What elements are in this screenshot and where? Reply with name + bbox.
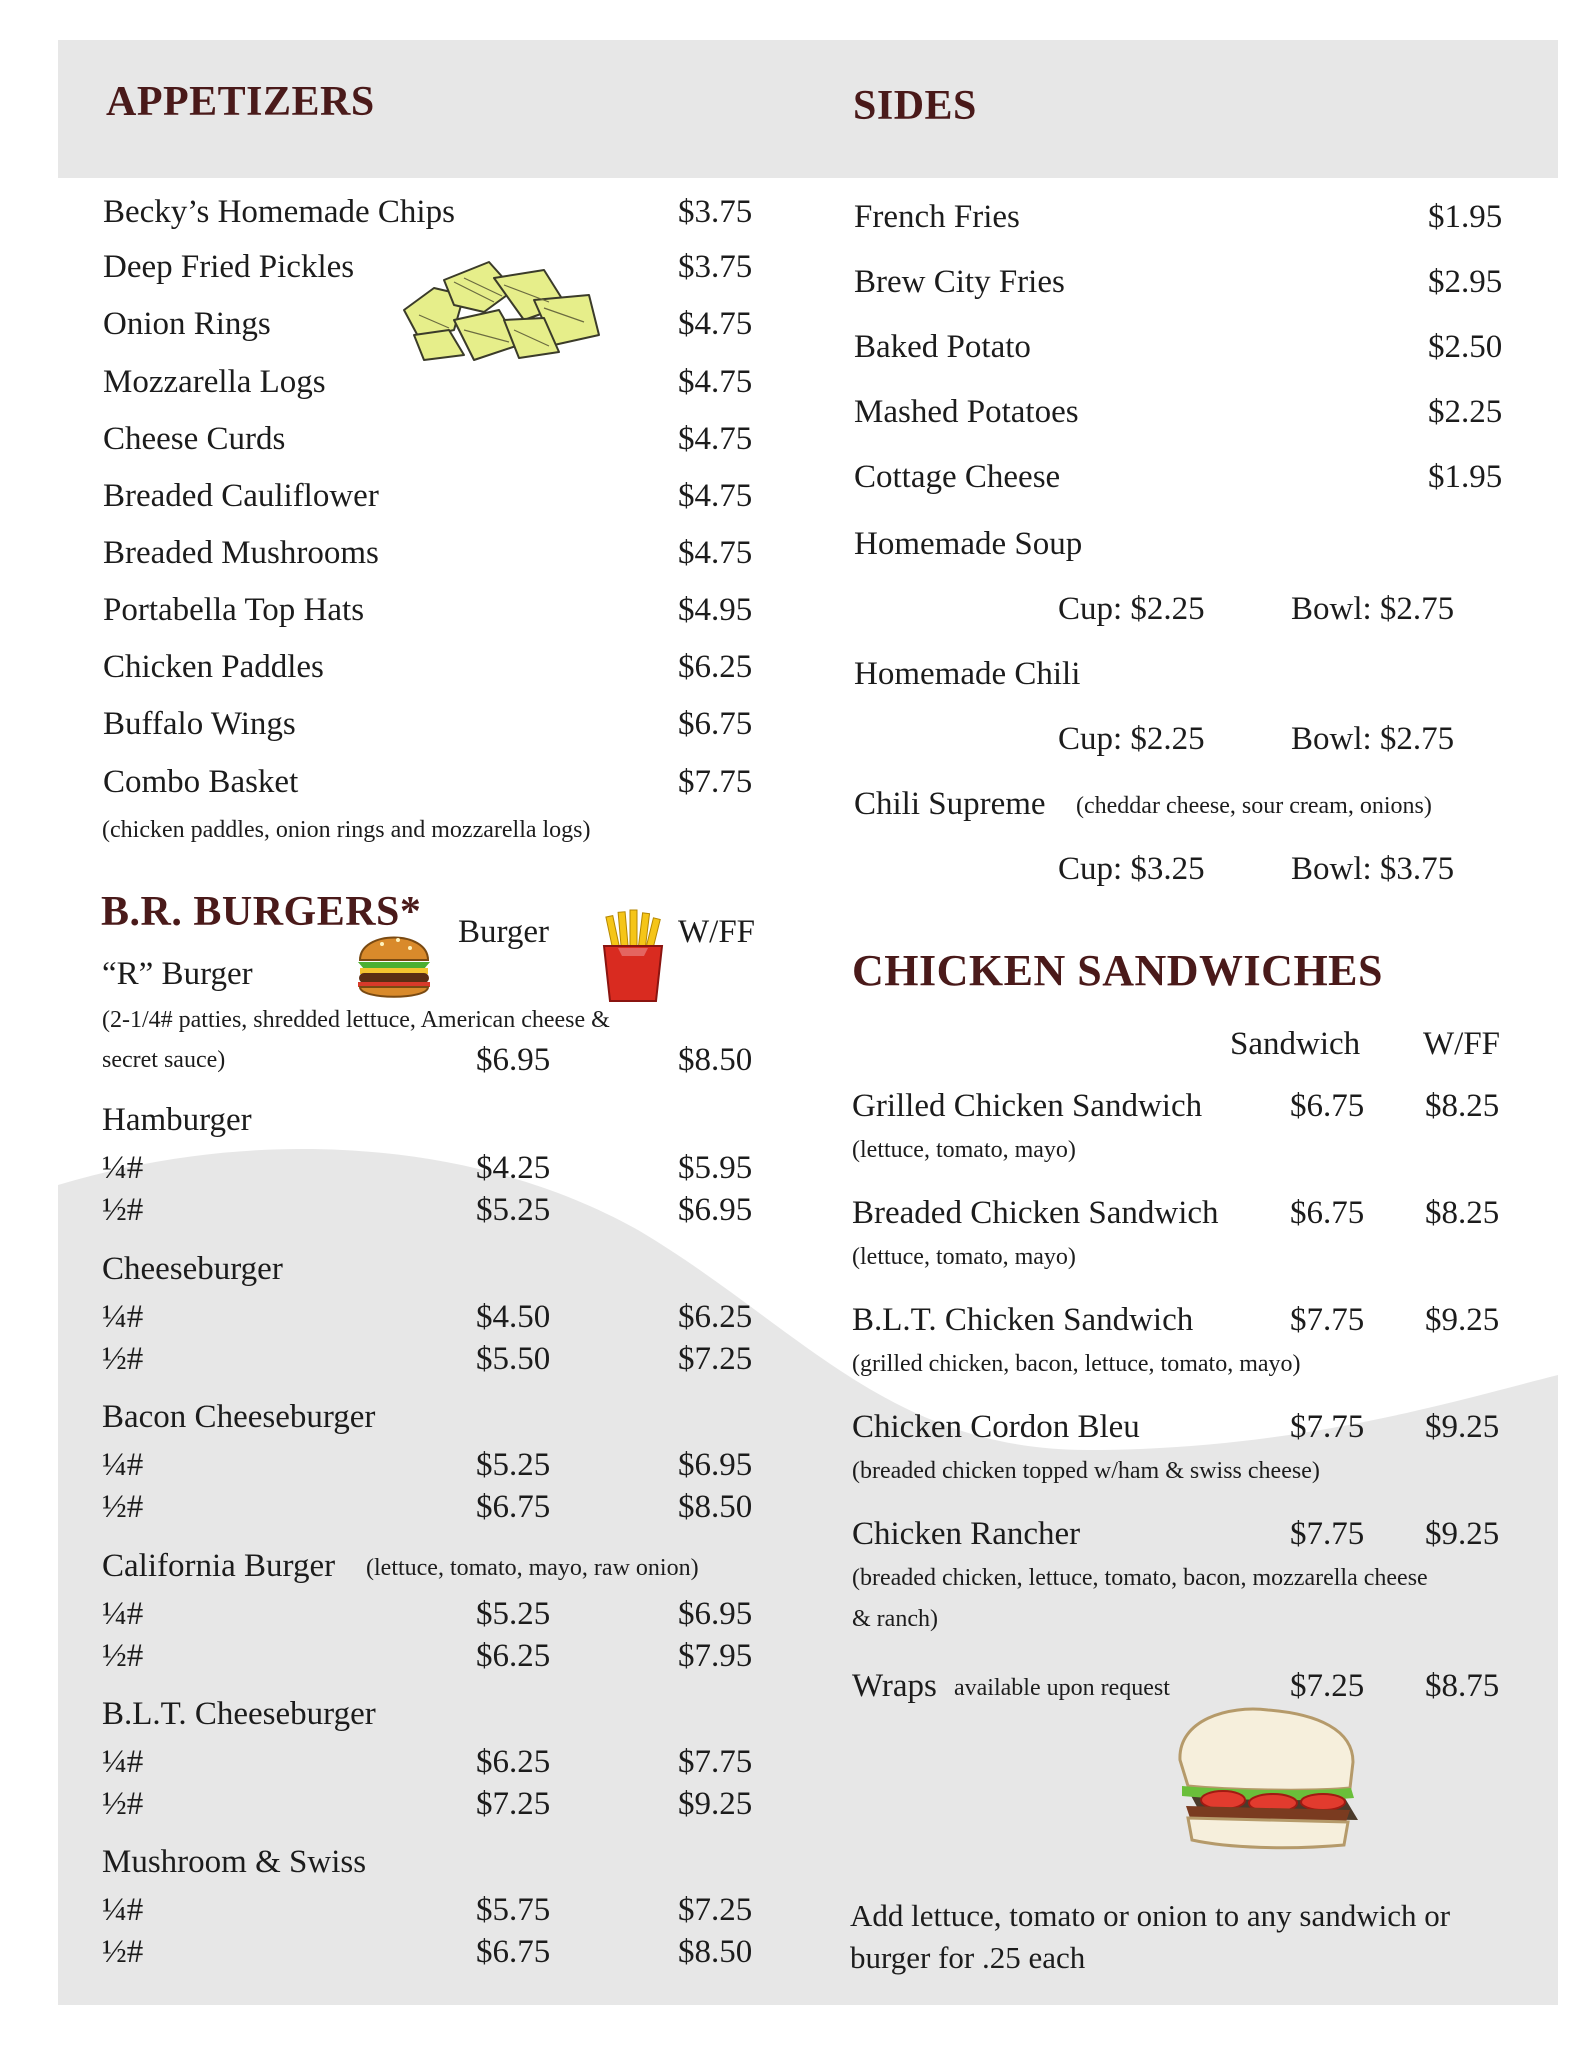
burger-size: ¼#: [102, 1892, 144, 1928]
burger-price: $5.25: [476, 1596, 551, 1632]
burger-size-row: [58, 1146, 778, 1190]
appetizers-heading: APPETIZERS: [106, 79, 375, 125]
burger-size-row: [58, 1930, 778, 1974]
chicken-sandwich-item: [58, 1405, 1558, 1449]
soup-bowl-price: Bowl: $2.75: [1291, 721, 1455, 757]
appetizer-price: $7.75: [678, 764, 753, 800]
burger-size-row: [58, 1592, 778, 1636]
side-item: [58, 455, 1558, 499]
appetizer-price: $6.75: [678, 706, 753, 742]
appetizer-name: Combo Basket: [103, 764, 299, 800]
side-price: $1.95: [1428, 199, 1503, 235]
side-item: [58, 325, 1558, 369]
appetizer-item: [58, 702, 778, 746]
wff-column-header: W/FF: [678, 914, 756, 950]
chicken-wff-price: $9.25: [1425, 1516, 1500, 1552]
burger-wff-price: $8.50: [678, 1934, 753, 1970]
burger-price: $6.75: [476, 1934, 551, 1970]
chicken-sandwich-price: $7.75: [1290, 1302, 1365, 1338]
appetizer-price: $4.75: [678, 306, 753, 342]
burger-group-name: Hamburger: [102, 1102, 252, 1138]
menu-page: [58, 40, 1558, 2005]
chicken-sandwich-desc: (breaded chicken topped w/ham & swiss cheese): [852, 1458, 1320, 1484]
chicken-sandwich-item: [58, 1512, 1558, 1556]
burger-price: $4.25: [476, 1150, 551, 1186]
fries-icon: [598, 908, 668, 1003]
chicken-wff-price: $8.25: [1425, 1088, 1500, 1124]
chicken-sandwich-desc: & ranch): [852, 1606, 938, 1632]
burger-wff-price: $6.25: [678, 1299, 753, 1335]
chicken-wff-price: $9.25: [1425, 1409, 1500, 1445]
side-name: Cottage Cheese: [854, 459, 1061, 495]
chicken-sandwich-item: [58, 1084, 1558, 1128]
burger-wff-price: $6.95: [678, 1596, 753, 1632]
appetizer-name: Breaded Cauliflower: [103, 478, 379, 514]
burger-size: ¼#: [102, 1744, 144, 1780]
burger-wff-price: $9.25: [678, 1786, 753, 1822]
side-name: French Fries: [854, 199, 1020, 235]
burger-price: $5.75: [476, 1892, 551, 1928]
burger-wff-price: $5.95: [678, 1150, 753, 1186]
appetizer-price: $3.75: [678, 249, 753, 285]
burger-group-name: California Burger: [102, 1548, 336, 1584]
burger-icon: [354, 922, 434, 1004]
side-price: $2.50: [1428, 329, 1503, 365]
soup-bowl-price: Bowl: $3.75: [1291, 851, 1455, 887]
side-name: Baked Potato: [854, 329, 1031, 365]
burger-group-name: B.L.T. Cheeseburger: [102, 1696, 376, 1732]
burger-group-name: Bacon Cheeseburger: [102, 1399, 376, 1435]
chicken-sandwich-item: [58, 1298, 1558, 1342]
burger-size-row: [58, 1740, 778, 1784]
burger-group-name: Mushroom & Swiss: [102, 1844, 367, 1880]
appetizer-price: $4.95: [678, 592, 753, 628]
appetizer-price: $6.25: [678, 649, 753, 685]
chicken-sandwich-name: Chicken Cordon Bleu: [852, 1409, 1140, 1445]
chicken-sandwich-price: $6.75: [1290, 1088, 1365, 1124]
burger-group-note: (lettuce, tomato, mayo, raw onion): [366, 1555, 699, 1581]
side-item: [58, 260, 1558, 304]
burger-size: ½#: [102, 1341, 144, 1377]
burger-wff-price: $7.95: [678, 1638, 753, 1674]
side-item: [58, 195, 1558, 239]
soup-note: (cheddar cheese, sour cream, onions): [1076, 793, 1432, 819]
r-burger-desc-line1: (2-1/4# patties, shredded lettuce, American cheese &: [102, 1007, 610, 1033]
chicken-wff-column-header: W/FF: [1423, 1026, 1501, 1062]
appetizer-name: Buffalo Wings: [103, 706, 296, 742]
side-price: $2.95: [1428, 264, 1503, 300]
appetizer-price: $4.75: [678, 421, 753, 457]
appetizer-name: Portabella Top Hats: [103, 592, 365, 628]
burger-size-row: [58, 1888, 778, 1932]
chicken-sandwich-desc: (lettuce, tomato, mayo): [852, 1137, 1076, 1163]
side-price: $2.25: [1428, 394, 1503, 430]
burger-size: ½#: [102, 1786, 144, 1822]
appetizer-price: $4.75: [678, 535, 753, 571]
chicken-sandwich-desc: (grilled chicken, bacon, lettuce, tomato, mayo): [852, 1351, 1301, 1377]
soup-cup-price: Cup: $3.25: [1058, 851, 1205, 887]
chicken-sandwich-price: $7.75: [1290, 1516, 1365, 1552]
chicken-sandwich-name: B.L.T. Chicken Sandwich: [852, 1302, 1194, 1338]
chicken-sandwich-name: Chicken Rancher: [852, 1516, 1081, 1552]
chicken-sandwich-price: $7.25: [1290, 1668, 1365, 1704]
r-burger-desc-line2: secret sauce): [102, 1047, 226, 1073]
burger-size-row: [58, 1337, 778, 1381]
burger-size: ½#: [102, 1489, 144, 1525]
burger-wff-price: $8.50: [678, 1489, 753, 1525]
chicken-sandwich-name: Breaded Chicken Sandwich: [852, 1195, 1219, 1231]
appetizer-name: Breaded Mushrooms: [103, 535, 379, 571]
burger-size: ½#: [102, 1192, 144, 1228]
appetizer-item: [58, 531, 778, 575]
burger-wff-price: $6.95: [678, 1447, 753, 1483]
burger-size: ½#: [102, 1934, 144, 1970]
appetizer-item: [58, 645, 778, 689]
burger-size: ¼#: [102, 1299, 144, 1335]
soup-name: Homemade Soup: [854, 526, 1083, 562]
burger-wff-price: $7.25: [678, 1892, 753, 1928]
soup-cup-price: Cup: $2.25: [1058, 591, 1205, 627]
appetizer-price: $4.75: [678, 364, 753, 400]
burger-size: ¼#: [102, 1447, 144, 1483]
burger-price: $6.25: [476, 1744, 551, 1780]
chicken-sandwich-name: Wraps: [852, 1668, 937, 1704]
chicken-inline-note: available upon request: [954, 1675, 1170, 1701]
sandwich-icon: [1168, 1700, 1368, 1860]
burger-wff-price: $6.95: [678, 1192, 753, 1228]
chicken-wff-price: $8.25: [1425, 1195, 1500, 1231]
burger-group-name: Cheeseburger: [102, 1251, 283, 1287]
burger-column-header: Burger: [458, 914, 550, 950]
burger-size-row: [58, 1443, 778, 1487]
side-price: $1.95: [1428, 459, 1503, 495]
combo-basket-note: (chicken paddles, onion rings and mozzarella logs): [102, 817, 591, 843]
chicken-sandwich-name: Grilled Chicken Sandwich: [852, 1088, 1203, 1124]
footer-note: Add lettuce, tomato or onion to any sandwich or burger for .25 each: [850, 1898, 1451, 1975]
burger-price: $6.25: [476, 1638, 551, 1674]
side-item: [58, 390, 1558, 434]
appetizer-name: Mozzarella Logs: [103, 364, 326, 400]
chicken-wff-price: $8.75: [1425, 1668, 1500, 1704]
burger-size: ¼#: [102, 1150, 144, 1186]
appetizer-name: Becky’s Homemade Chips: [103, 194, 455, 230]
chicken-sandwich-desc: (lettuce, tomato, mayo): [852, 1244, 1076, 1270]
burger-price: $5.25: [476, 1192, 551, 1228]
sides-heading: SIDES: [853, 83, 977, 129]
burger-price: $6.75: [476, 1489, 551, 1525]
burger-size-row: [58, 1782, 778, 1826]
burger-size: ¼#: [102, 1596, 144, 1632]
chicken-sandwich-item: [58, 1191, 1558, 1235]
burger-wff-price: $7.75: [678, 1744, 753, 1780]
burgers-heading: B.R. BURGERS*: [101, 889, 422, 935]
appetizer-name: Cheese Curds: [103, 421, 286, 457]
chicken-sandwich-price: $6.75: [1290, 1195, 1365, 1231]
chicken-sandwich-desc: (breaded chicken, lettuce, tomato, bacon, mozzarella cheese: [852, 1565, 1428, 1591]
burger-price: $5.25: [476, 1447, 551, 1483]
r-burger-name: “R” Burger: [102, 956, 253, 992]
soup-name: Chili Supreme: [854, 786, 1046, 822]
appetizer-price: $4.75: [678, 478, 753, 514]
chicken-heading: CHICKEN SANDWICHES: [852, 946, 1383, 995]
side-name: Mashed Potatoes: [854, 394, 1079, 430]
appetizer-name: Chicken Paddles: [103, 649, 324, 685]
burger-price: $7.25: [476, 1786, 551, 1822]
burger-price: $4.50: [476, 1299, 551, 1335]
burger-size: ½#: [102, 1638, 144, 1674]
side-name: Brew City Fries: [854, 264, 1065, 300]
burger-wff-price: $7.25: [678, 1341, 753, 1377]
appetizer-name: Onion Rings: [103, 306, 271, 342]
appetizer-item: [58, 760, 778, 804]
burger-price: $5.50: [476, 1341, 551, 1377]
appetizer-name: Deep Fried Pickles: [103, 249, 355, 285]
r-burger-wff-price: $8.50: [678, 1042, 753, 1078]
appetizer-item: [58, 588, 778, 632]
soup-cup-price: Cup: $2.25: [1058, 721, 1205, 757]
chicken-wff-price: $9.25: [1425, 1302, 1500, 1338]
appetizer-price: $3.75: [678, 194, 753, 230]
r-burger-price: $6.95: [476, 1042, 551, 1078]
soup-bowl-price: Bowl: $2.75: [1291, 591, 1455, 627]
chicken-sandwich-price: $7.75: [1290, 1409, 1365, 1445]
soup-name: Homemade Chili: [854, 656, 1081, 692]
sandwich-column-header: Sandwich: [1230, 1026, 1361, 1062]
